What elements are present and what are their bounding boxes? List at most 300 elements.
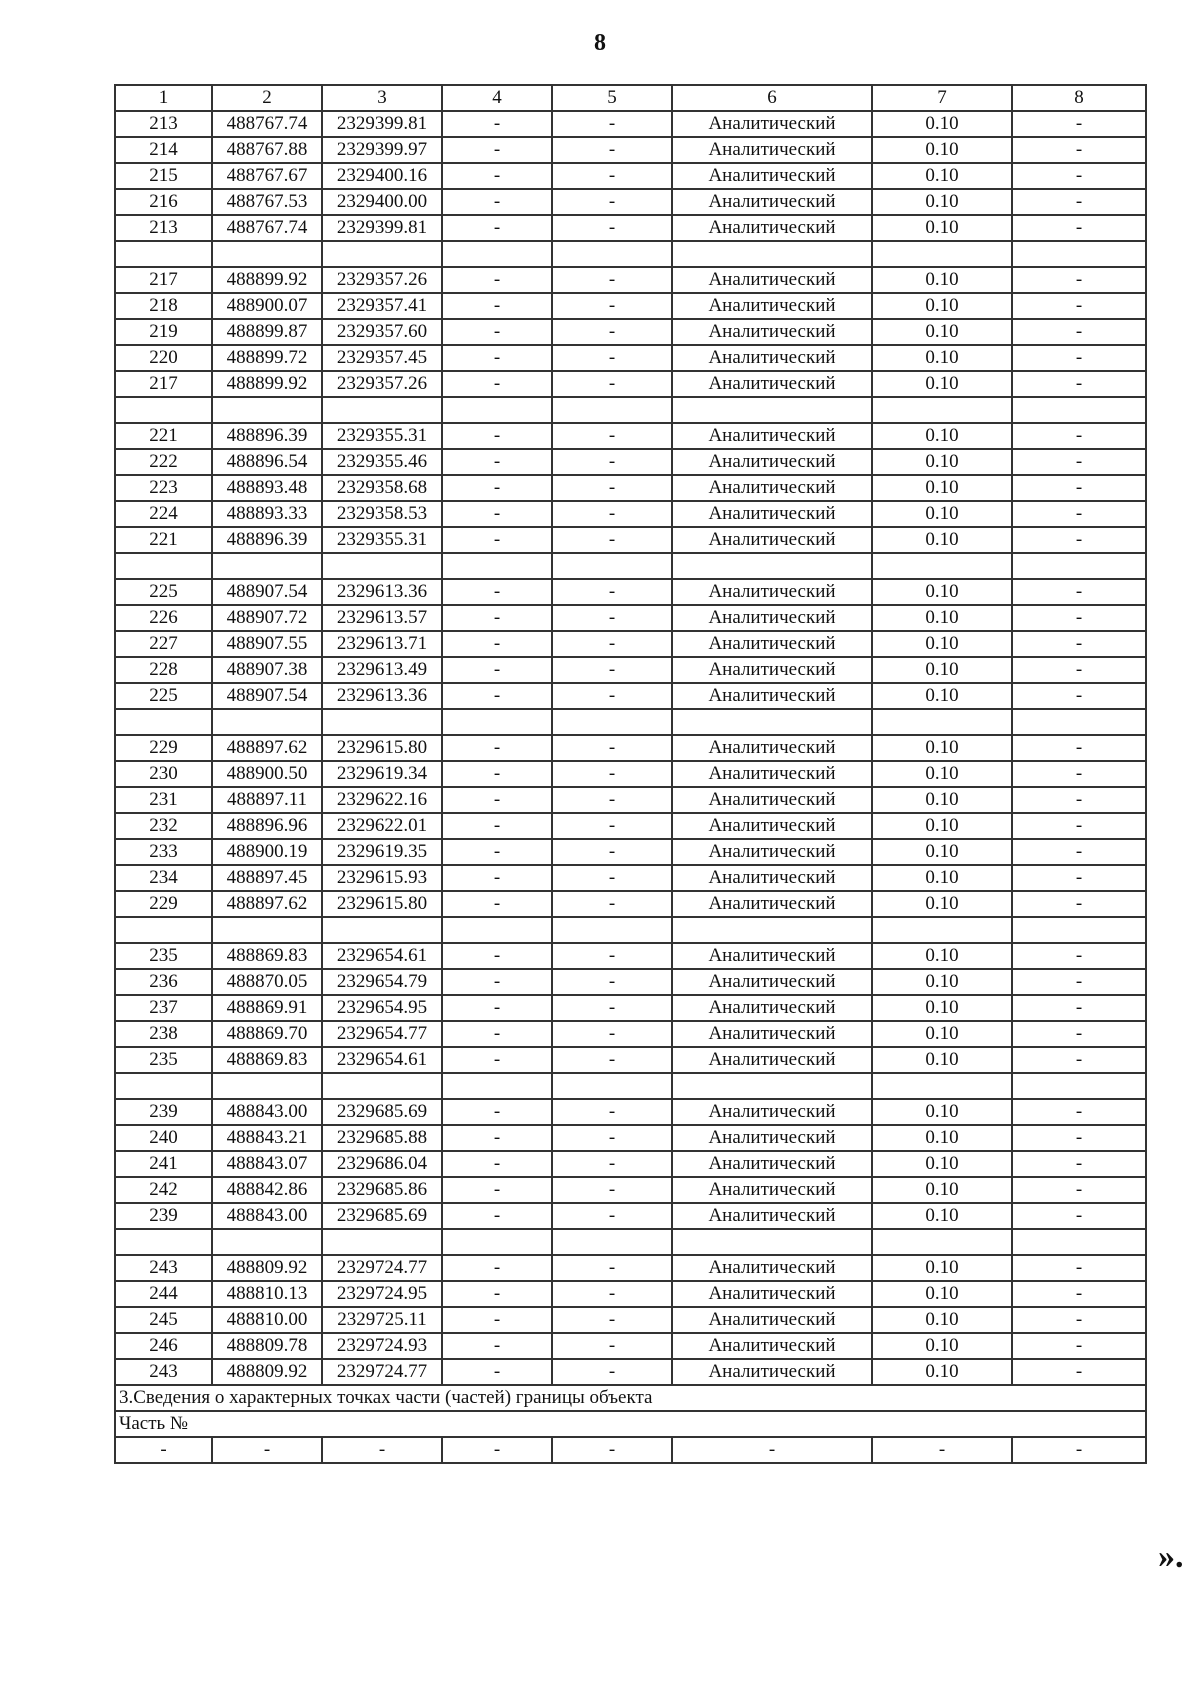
table-cell: 2329724.95: [322, 1281, 442, 1307]
table-cell: -: [442, 137, 552, 163]
table-cell: -: [552, 579, 672, 605]
table-cell: [872, 1229, 1012, 1255]
table-cell: 488896.54: [212, 449, 322, 475]
table-cell: Аналитический: [672, 371, 872, 397]
table-cell: 488893.33: [212, 501, 322, 527]
table-cell: 488907.72: [212, 605, 322, 631]
table-cell: 488907.38: [212, 657, 322, 683]
table-row: [115, 1151, 1146, 1177]
table-cell: -: [1012, 215, 1146, 241]
table-cell: -: [552, 293, 672, 319]
table-cell: -: [552, 163, 672, 189]
table-cell: 4: [442, 85, 552, 111]
table-cell: -: [442, 1307, 552, 1333]
table-cell: 488843.21: [212, 1125, 322, 1151]
table-cell: 488767.88: [212, 137, 322, 163]
table-cell: Аналитический: [672, 111, 872, 137]
table-cell: -: [552, 865, 672, 891]
table-cell: 244: [115, 1281, 212, 1307]
table-cell: -: [442, 111, 552, 137]
table-cell: -: [552, 1203, 672, 1229]
part-label-row: [115, 1411, 1146, 1437]
table-cell: Аналитический: [672, 267, 872, 293]
table-cell: 488869.83: [212, 1047, 322, 1073]
table-row: [115, 631, 1146, 657]
table-cell: -: [442, 527, 552, 553]
table-cell: 0.10: [872, 475, 1012, 501]
table-cell: [672, 1073, 872, 1099]
table-row: [115, 501, 1146, 527]
table-cell: 488899.92: [212, 371, 322, 397]
table-cell: -: [1012, 1125, 1146, 1151]
table-cell: 2329399.97: [322, 137, 442, 163]
table-cell: [115, 1073, 212, 1099]
table-cell: -: [442, 501, 552, 527]
table-cell: 2329400.16: [322, 163, 442, 189]
table-cell: -: [552, 995, 672, 1021]
table-cell: -: [1012, 1307, 1146, 1333]
table-cell: 2329654.61: [322, 1047, 442, 1073]
table-cell: -: [442, 969, 552, 995]
table-cell: 0.10: [872, 839, 1012, 865]
table-cell: [442, 1229, 552, 1255]
table-cell: 0.10: [872, 345, 1012, 371]
table-cell: Аналитический: [672, 1281, 872, 1307]
separator-row: [115, 709, 1146, 735]
table-cell: [442, 553, 552, 579]
table-cell: 0.10: [872, 735, 1012, 761]
table-cell: 0.10: [872, 787, 1012, 813]
table-cell: 0.10: [872, 1255, 1012, 1281]
table-cell: [552, 241, 672, 267]
table-cell: 488842.86: [212, 1177, 322, 1203]
table-row: [115, 683, 1146, 709]
table-cell: 488869.83: [212, 943, 322, 969]
separator-row: [115, 241, 1146, 267]
table-cell: 0.10: [872, 111, 1012, 137]
table-cell: [442, 917, 552, 943]
table-row: [115, 1047, 1146, 1073]
table-cell: [552, 553, 672, 579]
table-cell: 0.10: [872, 1307, 1012, 1333]
table-cell: 2329613.36: [322, 579, 442, 605]
table-cell: -: [1012, 1021, 1146, 1047]
table-cell: -: [1012, 189, 1146, 215]
table-row: [115, 943, 1146, 969]
table-row: [115, 579, 1146, 605]
table-cell: 2329613.36: [322, 683, 442, 709]
table-cell: 2329357.41: [322, 293, 442, 319]
table-cell: -: [442, 1359, 552, 1385]
table-cell: -: [442, 1281, 552, 1307]
table-cell: [322, 241, 442, 267]
table-cell: 0.10: [872, 267, 1012, 293]
table-cell: -: [442, 579, 552, 605]
table-cell: 0.10: [872, 631, 1012, 657]
table-cell: -: [115, 1437, 212, 1463]
table-cell: [1012, 241, 1146, 267]
table-cell: -: [1012, 345, 1146, 371]
table-cell: 488900.07: [212, 293, 322, 319]
table-row: [115, 605, 1146, 631]
table-row: [115, 189, 1146, 215]
table-cell: 221: [115, 423, 212, 449]
table-cell: -: [552, 267, 672, 293]
table-cell: -: [442, 1125, 552, 1151]
table-cell: [552, 397, 672, 423]
table-cell: 0.10: [872, 527, 1012, 553]
table-row: [115, 865, 1146, 891]
table-cell: -: [442, 631, 552, 657]
table-cell: -: [552, 527, 672, 553]
table-cell: [872, 397, 1012, 423]
table-cell: 216: [115, 189, 212, 215]
table-cell: 224: [115, 501, 212, 527]
table-cell: 213: [115, 215, 212, 241]
table-cell: -: [552, 189, 672, 215]
table-header-row: [115, 85, 1146, 111]
table-cell: 214: [115, 137, 212, 163]
table-cell: Аналитический: [672, 1125, 872, 1151]
table-cell: [872, 241, 1012, 267]
table-cell: -: [1012, 267, 1146, 293]
table-cell: 2329615.80: [322, 891, 442, 917]
table-cell: -: [552, 943, 672, 969]
table-cell: [115, 397, 212, 423]
table-cell: 0.10: [872, 891, 1012, 917]
table-cell: Аналитический: [672, 215, 872, 241]
table-cell: -: [1012, 1177, 1146, 1203]
table-cell: 218: [115, 293, 212, 319]
table-cell: -: [442, 1099, 552, 1125]
table-row: [115, 1203, 1146, 1229]
table-cell: 239: [115, 1203, 212, 1229]
table-cell: -: [442, 995, 552, 1021]
table-cell: -: [442, 345, 552, 371]
table-cell: 0.10: [872, 189, 1012, 215]
table-cell: -: [442, 371, 552, 397]
table-cell: [322, 917, 442, 943]
table-cell: 0.10: [872, 215, 1012, 241]
table-cell: [672, 917, 872, 943]
table-cell: Аналитический: [672, 787, 872, 813]
table-cell: 2329724.77: [322, 1255, 442, 1281]
table-cell: Аналитический: [672, 735, 872, 761]
table-cell: Аналитический: [672, 475, 872, 501]
table-cell: 0.10: [872, 293, 1012, 319]
table-row: [115, 969, 1146, 995]
table-cell: -: [552, 345, 672, 371]
table-row: [115, 319, 1146, 345]
table-cell: -: [552, 1151, 672, 1177]
table-cell: 3: [322, 85, 442, 111]
table-cell: 0.10: [872, 995, 1012, 1021]
separator-row: [115, 917, 1146, 943]
table-cell: 3.Сведения о характерных точках части (частей) границы объекта: [115, 1385, 1146, 1411]
table-cell: [115, 241, 212, 267]
table-cell: 2329357.45: [322, 345, 442, 371]
table-cell: 2329355.46: [322, 449, 442, 475]
table-cell: 240: [115, 1125, 212, 1151]
table-cell: Аналитический: [672, 631, 872, 657]
table-cell: 488907.54: [212, 683, 322, 709]
table-cell: Часть №: [115, 1411, 1146, 1437]
table-cell: 5: [552, 85, 672, 111]
table-cell: -: [322, 1437, 442, 1463]
table-cell: 217: [115, 267, 212, 293]
coordinates-table: [114, 84, 1147, 1464]
table-cell: 233: [115, 839, 212, 865]
table-cell: [442, 1073, 552, 1099]
table-cell: -: [1012, 111, 1146, 137]
table-cell: 488897.11: [212, 787, 322, 813]
table-cell: [552, 709, 672, 735]
table-cell: [672, 553, 872, 579]
table-cell: -: [442, 1203, 552, 1229]
table-row: [115, 735, 1146, 761]
table-cell: -: [442, 1151, 552, 1177]
table-cell: 213: [115, 111, 212, 137]
table-row: [115, 1255, 1146, 1281]
table-cell: 0.10: [872, 1125, 1012, 1151]
table-cell: -: [552, 1359, 672, 1385]
table-row: [115, 1359, 1146, 1385]
table-cell: -: [442, 683, 552, 709]
closing-quote-mark: ».: [1158, 1538, 1184, 1575]
table-cell: 488899.87: [212, 319, 322, 345]
table-cell: -: [552, 735, 672, 761]
table-cell: -: [1012, 657, 1146, 683]
table-cell: -: [442, 943, 552, 969]
table-cell: -: [552, 891, 672, 917]
table-cell: 235: [115, 1047, 212, 1073]
table-cell: Аналитический: [672, 995, 872, 1021]
table-cell: 1: [115, 85, 212, 111]
table-cell: Аналитический: [672, 163, 872, 189]
table-cell: -: [442, 1333, 552, 1359]
table-cell: 2: [212, 85, 322, 111]
table-cell: 0.10: [872, 319, 1012, 345]
table-cell: Аналитический: [672, 579, 872, 605]
table-cell: [442, 709, 552, 735]
table-cell: -: [442, 475, 552, 501]
table-cell: 488869.91: [212, 995, 322, 1021]
table-cell: 229: [115, 735, 212, 761]
table-cell: 0.10: [872, 371, 1012, 397]
table-cell: Аналитический: [672, 1099, 872, 1125]
table-cell: -: [552, 657, 672, 683]
table-cell: 227: [115, 631, 212, 657]
table-cell: 231: [115, 787, 212, 813]
table-cell: [322, 397, 442, 423]
table-cell: 488899.72: [212, 345, 322, 371]
table-cell: -: [212, 1437, 322, 1463]
table-cell: 2329724.77: [322, 1359, 442, 1385]
table-row: [115, 345, 1146, 371]
table-cell: 0.10: [872, 1281, 1012, 1307]
table-cell: 225: [115, 579, 212, 605]
table-cell: 488767.74: [212, 215, 322, 241]
table-cell: 2329357.26: [322, 371, 442, 397]
table-cell: -: [1012, 501, 1146, 527]
table-row: [115, 1177, 1146, 1203]
table-cell: 488900.50: [212, 761, 322, 787]
table-cell: 219: [115, 319, 212, 345]
table-cell: 488870.05: [212, 969, 322, 995]
table-cell: -: [1012, 1255, 1146, 1281]
table-cell: -: [442, 813, 552, 839]
table-cell: 0.10: [872, 657, 1012, 683]
table-cell: -: [442, 605, 552, 631]
table-cell: [872, 709, 1012, 735]
table-cell: 0.10: [872, 1177, 1012, 1203]
table-cell: Аналитический: [672, 1255, 872, 1281]
table-cell: 488897.62: [212, 735, 322, 761]
table-cell: -: [442, 293, 552, 319]
table-cell: -: [552, 631, 672, 657]
table-cell: -: [442, 787, 552, 813]
table-cell: 228: [115, 657, 212, 683]
table-cell: -: [552, 111, 672, 137]
table-cell: -: [1012, 371, 1146, 397]
table-cell: 2329358.68: [322, 475, 442, 501]
table-cell: [872, 553, 1012, 579]
table-cell: [322, 709, 442, 735]
table-cell: [1012, 553, 1146, 579]
table-cell: 488896.96: [212, 813, 322, 839]
table-cell: -: [552, 683, 672, 709]
table-cell: [115, 553, 212, 579]
table-cell: [672, 241, 872, 267]
table-cell: -: [442, 657, 552, 683]
table-cell: [322, 1073, 442, 1099]
table-cell: 488809.78: [212, 1333, 322, 1359]
table-cell: 2329654.61: [322, 943, 442, 969]
table-cell: 2329613.57: [322, 605, 442, 631]
table-cell: 488809.92: [212, 1255, 322, 1281]
table-cell: -: [552, 371, 672, 397]
table-cell: Аналитический: [672, 189, 872, 215]
table-row: [115, 761, 1146, 787]
table-cell: -: [1012, 813, 1146, 839]
table-cell: [552, 917, 672, 943]
separator-row: [115, 397, 1146, 423]
table-cell: 237: [115, 995, 212, 1021]
table-row: [115, 1437, 1146, 1463]
table-cell: -: [552, 839, 672, 865]
table-cell: 2329619.35: [322, 839, 442, 865]
table-cell: 2329685.69: [322, 1203, 442, 1229]
table-cell: -: [672, 1437, 872, 1463]
table-cell: -: [1012, 865, 1146, 891]
table-cell: 0.10: [872, 683, 1012, 709]
table-row: [115, 137, 1146, 163]
table-cell: 0.10: [872, 943, 1012, 969]
table-cell: -: [1012, 1203, 1146, 1229]
table-cell: -: [552, 319, 672, 345]
table-cell: [1012, 709, 1146, 735]
table-cell: 220: [115, 345, 212, 371]
table-cell: 2329685.69: [322, 1099, 442, 1125]
table-row: [115, 293, 1146, 319]
table-cell: 2329654.95: [322, 995, 442, 1021]
table-cell: -: [1012, 943, 1146, 969]
table-cell: 215: [115, 163, 212, 189]
page-number: 8: [594, 30, 606, 56]
table-cell: -: [1012, 761, 1146, 787]
table-cell: -: [552, 501, 672, 527]
table-cell: -: [1012, 969, 1146, 995]
table-cell: -: [552, 1099, 672, 1125]
table-cell: 0.10: [872, 813, 1012, 839]
table-cell: 245: [115, 1307, 212, 1333]
table-cell: 0.10: [872, 1021, 1012, 1047]
table-cell: 2329619.34: [322, 761, 442, 787]
table-cell: 2329355.31: [322, 527, 442, 553]
table-cell: -: [552, 969, 672, 995]
table-cell: -: [552, 1281, 672, 1307]
table-cell: [672, 397, 872, 423]
table-cell: [1012, 1229, 1146, 1255]
table-cell: -: [1012, 605, 1146, 631]
table-cell: 488810.13: [212, 1281, 322, 1307]
table-cell: Аналитический: [672, 527, 872, 553]
table-cell: 488767.53: [212, 189, 322, 215]
table-cell: -: [552, 137, 672, 163]
table-cell: -: [552, 449, 672, 475]
table-cell: Аналитический: [672, 1203, 872, 1229]
table-cell: -: [442, 319, 552, 345]
table-cell: [872, 917, 1012, 943]
table-cell: 226: [115, 605, 212, 631]
table-cell: -: [442, 449, 552, 475]
table-cell: 488896.39: [212, 423, 322, 449]
table-cell: Аналитический: [672, 683, 872, 709]
table-cell: [212, 553, 322, 579]
table-cell: Аналитический: [672, 891, 872, 917]
table-cell: -: [552, 1437, 672, 1463]
table-cell: -: [442, 1255, 552, 1281]
table-cell: -: [442, 1177, 552, 1203]
table-cell: 241: [115, 1151, 212, 1177]
table-cell: -: [442, 839, 552, 865]
table-cell: 2329615.80: [322, 735, 442, 761]
table-cell: 0.10: [872, 1099, 1012, 1125]
table-row: [115, 527, 1146, 553]
table-cell: 488767.67: [212, 163, 322, 189]
table-cell: -: [1012, 579, 1146, 605]
table-cell: 2329615.93: [322, 865, 442, 891]
table-cell: 0.10: [872, 1047, 1012, 1073]
separator-row: [115, 1229, 1146, 1255]
table-cell: [212, 397, 322, 423]
table-cell: [552, 1229, 672, 1255]
table-row: [115, 1307, 1146, 1333]
table-cell: 232: [115, 813, 212, 839]
table-cell: 488896.39: [212, 527, 322, 553]
table-cell: -: [1012, 1281, 1146, 1307]
table-cell: 229: [115, 891, 212, 917]
table-row: [115, 813, 1146, 839]
table-row: [115, 657, 1146, 683]
table-row: [115, 163, 1146, 189]
table-cell: -: [442, 891, 552, 917]
table-cell: Аналитический: [672, 137, 872, 163]
table-cell: 2329613.49: [322, 657, 442, 683]
table-row: [115, 1125, 1146, 1151]
table-cell: 2329685.86: [322, 1177, 442, 1203]
table-cell: 0.10: [872, 501, 1012, 527]
